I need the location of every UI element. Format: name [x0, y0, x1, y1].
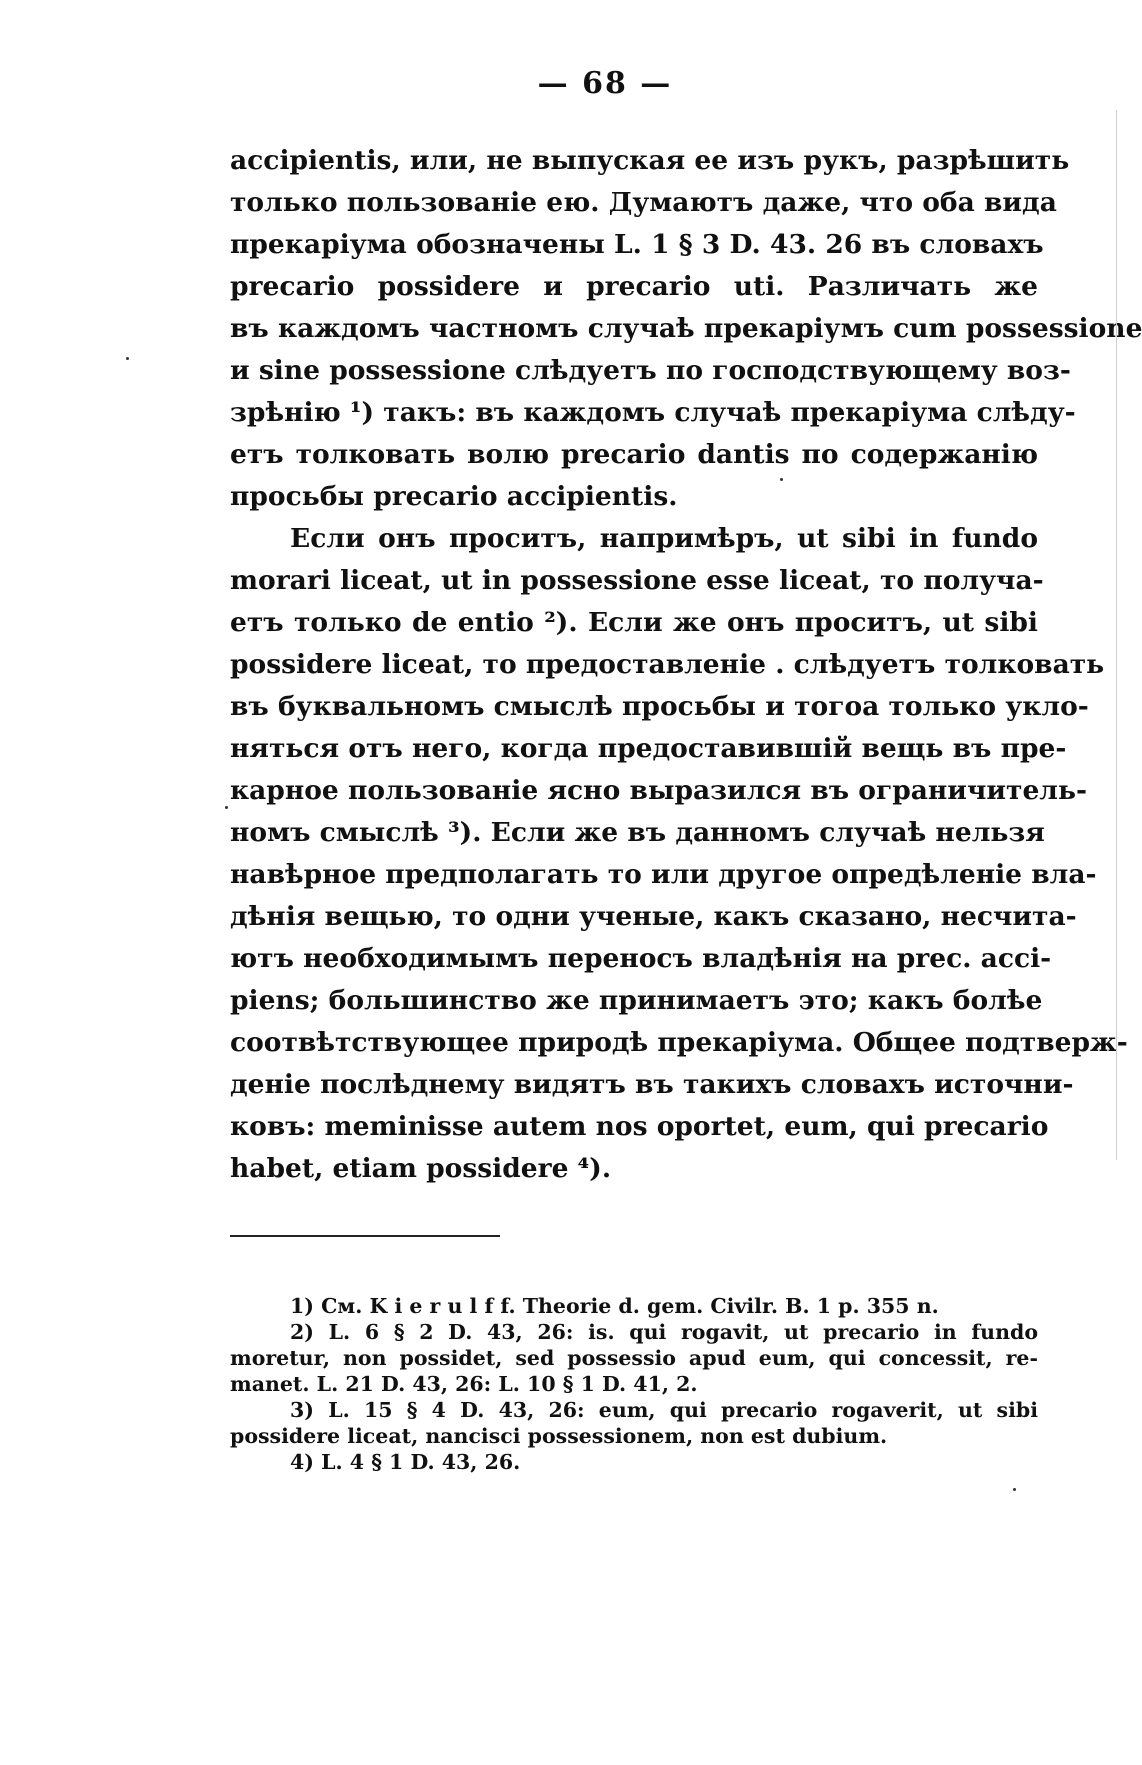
footnote-line: manet. L. 21 D. 43, 26: L. 10 § 1 D. 41, 2. [230, 1372, 698, 1396]
text-line: етъ только de entio ²). Если же онъ проситъ, ut sibi [230, 607, 1038, 638]
text-line: навѣрное предполагать то или другое опредѣленіе вла- [230, 859, 1097, 890]
text-line: piens; большинство же принимаетъ это; какъ болѣе [230, 985, 1043, 1016]
text-line: accipientis, или, не выпуская ее изъ рукъ, разрѣшить [230, 145, 1070, 176]
scan-speck [126, 357, 129, 360]
text-line: етъ толковать волю precario dantis по содержанію [230, 439, 1038, 470]
scan-margin-line [1116, 110, 1117, 1160]
text-line: номъ смыслѣ ³). Если же въ данномъ случаѣ нельзя [230, 817, 1045, 848]
footnote [230, 1397, 1038, 1449]
text-line: possidere liceat, то предоставленіе . слѣдуетъ толковать [230, 649, 1105, 680]
text-line: карное пользованіе ясно выразился въ ограничитель- [230, 775, 1087, 806]
text-line: и sine possessione слѣдуетъ по господствующему воз- [230, 355, 1071, 386]
text-line: morari liceat, ut in possessione esse liceat, то получа- [230, 565, 1044, 596]
text-line: дѣнія вещью, то одни ученые, какъ сказано, несчита- [230, 901, 1077, 932]
text-line: соотвѣтствующее природѣ прекаріума. Общее подтверж- [230, 1027, 1128, 1058]
scan-speck [225, 806, 228, 809]
scan-speck [1013, 1488, 1016, 1491]
text-line: въ каждомъ частномъ случаѣ прекаріумъ cum possessione [230, 313, 1142, 344]
text-line: просьбы precario accipientis. [230, 481, 678, 512]
text-line: няться отъ него, когда предоставившій вещь въ пре- [230, 733, 1067, 764]
text-line: ютъ необходимымъ переносъ владѣнія на prec. acci- [230, 943, 1052, 974]
text-line: habet, etiam possidere ⁴). [230, 1153, 612, 1184]
footnote-line: possidere liceat, nancisci possessionem, non est dubium. [230, 1424, 888, 1448]
scan-speck [780, 478, 783, 481]
main-text [230, 140, 1142, 1190]
text-line: precario possidere и precario uti. Различать же [230, 271, 1038, 302]
footnote-line: 4) L. 4 § 1 D. 43, 26. [290, 1450, 521, 1474]
text-line: только пользованіе ею. Думаютъ даже, что оба вида [230, 187, 1057, 218]
footnote [230, 1293, 1038, 1319]
text-line: ковъ: meminisse autem nos oportet, eum, qui precario [230, 1111, 1049, 1142]
footnote-line: 2) L. 6 § 2 D. 43, 26: is. qui rogavit, ut precario in fundo [290, 1320, 1038, 1344]
footnote-line: 1) См. K i e r u l f f. Theorie d. gem. Civilr. B. 1 p. 355 n. [290, 1294, 939, 1318]
text-line: прекаріума обозначены L. 1 § 3 D. 43. 26 въ словахъ [230, 229, 1044, 260]
footnote-line: 3) L. 15 § 4 D. 43, 26: eum, qui precario rogaverit, ut sibi [290, 1398, 1038, 1422]
text-line: Если онъ проситъ, напримѣръ, ut sibi in fundo [290, 523, 1038, 554]
text-line: въ буквальномъ смыслѣ просьбы и тогоа только укло- [230, 691, 1089, 722]
footnote [230, 1319, 1038, 1397]
footnotes [230, 1293, 1038, 1475]
text-line: деніе послѣднему видятъ въ такихъ словахъ источни- [230, 1069, 1074, 1100]
footnote-line: moretur, non possidet, sed possessio apud eum, qui concessit, re- [230, 1346, 1038, 1370]
page-number: — 68 — [537, 66, 673, 101]
text-line: зрѣнію ¹) такъ: въ каждомъ случаѣ прекаріума слѣду- [230, 397, 1076, 428]
footnote [230, 1449, 1038, 1475]
footnote-separator [230, 1235, 500, 1237]
